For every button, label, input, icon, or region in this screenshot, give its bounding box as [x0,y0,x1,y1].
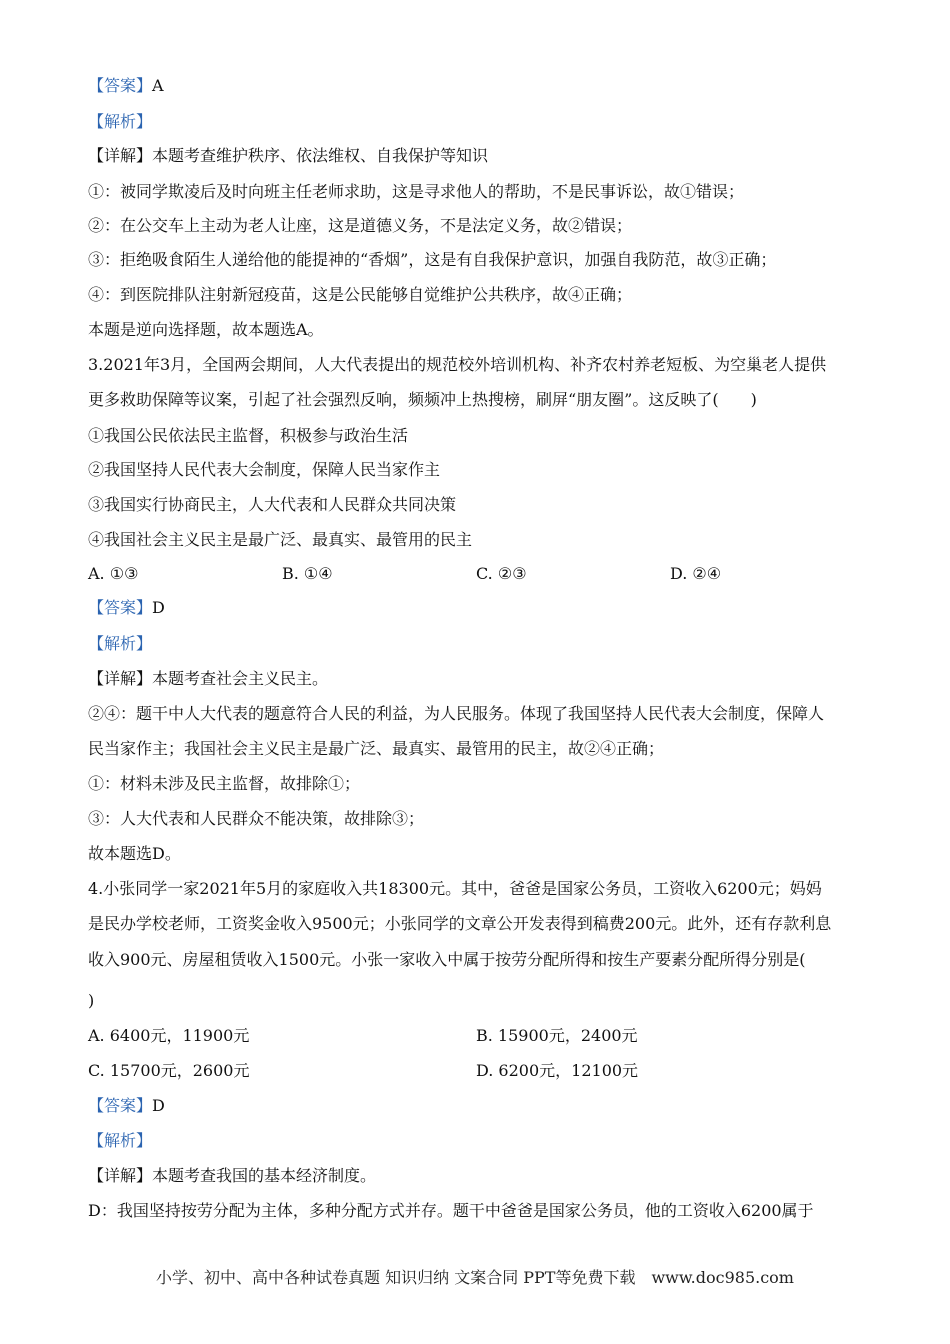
analysis-tag: 【解析】 [88,634,153,653]
answer-tag: 【答案】 [88,1096,153,1115]
answer-value: D [152,1096,165,1115]
question-4-stem-line3: 收入900元、房屋租赁收入1500元。小张一家收入中属于按劳分配所得和按生产要素分配所得分别是( [88,950,806,969]
question-number: 4. [88,879,104,898]
answer-line-q3 [88,598,165,618]
explanation-line: ④：到医院排队注射新冠疫苗，这是公民能够自觉维护公共秩序，故④正确； [88,285,633,304]
explanation-line: 民当家作主；我国社会主义民主是最广泛、最真实、最管用的民主，故②④正确； [88,739,665,758]
question-3-stem-line2: 更多救助保障等议案，引起了社会强烈反响，频频冲上热搜榜，刷屏“朋友圈”。这反映了( ) [88,390,757,409]
explanation-line: ②④：题干中人大代表的题意符合人民的利益，为人民服务。体现了我国坚持人民代表大会制度，保障人 [88,704,825,723]
question-number: 3. [88,355,104,374]
detail-tag: 【详解】 [88,146,153,165]
detail-tag: 【详解】 [88,669,153,688]
explanation-line: ①：被同学欺凌后及时向班主任老师求助，这是寻求他人的帮助，不是民事诉讼，故①错误； [88,182,745,201]
option-d: D. 6200元，12100元 [476,1061,639,1080]
explanation-line: ③：拒绝吸食陌生人递给他的能提神的“香烟”，这是有自我保护意识，加强自我防范，故③正确； [88,250,777,269]
option-d: D. ②④ [670,564,722,583]
statement-item: ①我国公民依法民主监督，积极参与政治生活 [88,426,409,445]
detail-line-q4 [88,1166,376,1186]
answer-tag: 【答案】 [88,598,153,617]
option-a: A. ①③ [88,564,139,583]
explanation-line: 故本题选D。 [88,844,181,863]
explanation-line: ①：材料未涉及民主监督，故排除①； [88,774,361,793]
statement-item: ②我国坚持人民代表大会制度，保障人民当家作主 [88,460,441,479]
answer-value: A [152,76,164,95]
detail-text: 本题考查维护秩序、依法维权、自我保护等知识 [152,146,489,165]
option-c: C. ②③ [476,564,527,583]
detail-tag: 【详解】 [88,1166,153,1185]
answer-line-q4 [88,1096,165,1116]
statement-item: ④我国社会主义民主是最广泛、最真实、最管用的民主 [88,530,473,549]
question-4-stem-line2: 是民办学校老师，工资奖金收入9500元；小张同学的文章公开发表得到稿费200元。此外，还有存款利息 [88,914,832,933]
answer-value: D [152,598,165,617]
question-3-stem-line1: 3.2021年3月，全国两会期间，人大代表提出的规范校外培训机构、补齐农村养老短板、为空巢老人提供 [88,355,827,374]
question-4-stem-line4: ) [88,991,95,1010]
detail-line-q2 [88,146,488,166]
explanation-line: 本题是逆向选择题，故本题选A。 [88,320,324,339]
detail-text: 本题考查社会主义民主。 [152,669,329,688]
question-4-stem-line1: 4.小张同学一家2021年5月的家庭收入共18300元。其中，爸爸是国家公务员，工资收入6200元；妈妈 [88,879,822,898]
answer-tag: 【答案】 [88,76,153,95]
detail-line-q3 [88,669,328,689]
analysis-tag: 【解析】 [88,112,153,131]
detail-text: 本题考查我国的基本经济制度。 [152,1166,377,1185]
statement-item: ③我国实行协商民主，人大代表和人民群众共同决策 [88,495,457,514]
option-a: A. 6400元，11900元 [88,1026,250,1045]
page-footer: 小学、初中、高中各种试卷真题 知识归纳 文案合同 PPT等免费下载 www.doc985.com [156,1268,794,1287]
option-b: B. 15900元，2400元 [476,1026,638,1045]
option-b: B. ①④ [282,564,333,583]
explanation-line: ②：在公交车上主动为老人让座，这是道德义务，不是法定义务，故②错误； [88,216,633,235]
explanation-line: ③：人大代表和人民群众不能决策，故排除③； [88,809,425,828]
option-c: C. 15700元，2600元 [88,1061,250,1080]
explanation-line: D：我国坚持按劳分配为主体，多种分配方式并存。题干中爸爸是国家公务员，他的工资收入6200属于 [88,1201,814,1220]
analysis-tag: 【解析】 [88,1131,153,1150]
answer-line-q2 [88,76,164,96]
